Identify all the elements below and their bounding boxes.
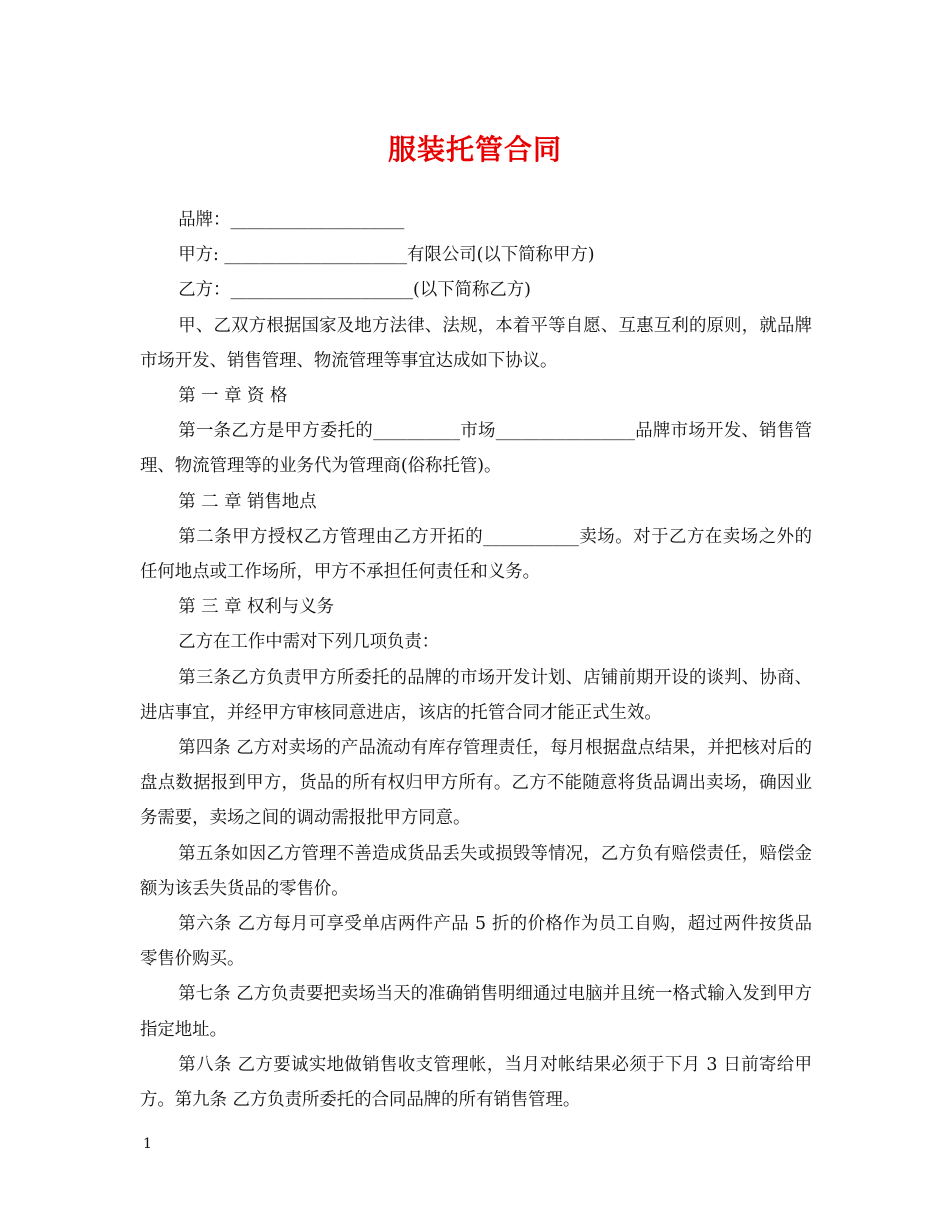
article-paragraph: 第四条 乙方对卖场的产品流动有库存管理责任，每月根据盘点结果，并把核对后的盘点数据报到甲方，货品的所有权归甲方所有。乙方不能随意将货品调出卖场，确因业务需要，卖场之间的调动需报批甲方同意。 [140, 738, 812, 829]
article-paragraph: 第八条 乙方要诚实地做销售收支管理帐，当月对帐结果必须于下月 3 日前寄给甲方。第九条 乙方负责所委托的合同品牌的所有销售管理。 [140, 1054, 812, 1111]
duty-intro-paragraph: 乙方在工作中需对下列几项负责： [178, 632, 440, 653]
chapter-heading-2: 第 二 章 销售地点 [178, 491, 317, 512]
article-paragraph: 第七条 乙方负责要把卖场当天的准确销售明细通过电脑并且统一格式输入发到甲方指定地址。 [140, 984, 812, 1040]
document-title: 服装托管合同 [387, 133, 562, 166]
article-paragraph: 第二条甲方授权乙方管理由乙方开拓的___________卖场。对于乙方在卖场之外的任何地点或工作场所，甲方不承担任何责任和义务。 [140, 526, 812, 583]
document-body [140, 203, 812, 1118]
article-paragraph: 第一条乙方是甲方委托的__________市场________________品牌市场开发、销售管理、物流管理等的业务代为管理商(俗称托管)。 [140, 421, 812, 477]
article-paragraph: 第六条 乙方每月可享受单店两件产品 5 折的价格作为员工自购，超过两件按货品零售价购买。 [140, 914, 812, 970]
party-a-line: 甲方: _____________________有限公司(以下简称甲方) [178, 245, 595, 266]
article-paragraph: 第五条如因乙方管理不善造成货品丢失或损毁等情况，乙方负有赔偿责任，赔偿金额为该丢失货品的零售价。 [140, 843, 812, 899]
chapter-heading-3: 第 三 章 权利与义务 [178, 597, 334, 618]
chapter-heading-1: 第 一 章 资 格 [178, 386, 288, 407]
page-number: 1 [143, 1136, 152, 1152]
brand-line: 品牌：____________________ [178, 210, 405, 230]
party-b-line: 乙方：_____________________(以下简称乙方) [178, 280, 531, 301]
article-paragraph: 第三条乙方负责甲方所委托的品牌的市场开发计划、店铺前期开设的谈判、协商、进店事宜，并经甲方审核同意进店，该店的托管合同才能正式生效。 [140, 667, 812, 723]
preamble-paragraph: 甲、乙双方根据国家及地方法律、法规，本着平等自愿、互惠互利的原则，就品牌市场开发、销售管理、物流管理等事宜达成如下协议。 [140, 315, 812, 371]
